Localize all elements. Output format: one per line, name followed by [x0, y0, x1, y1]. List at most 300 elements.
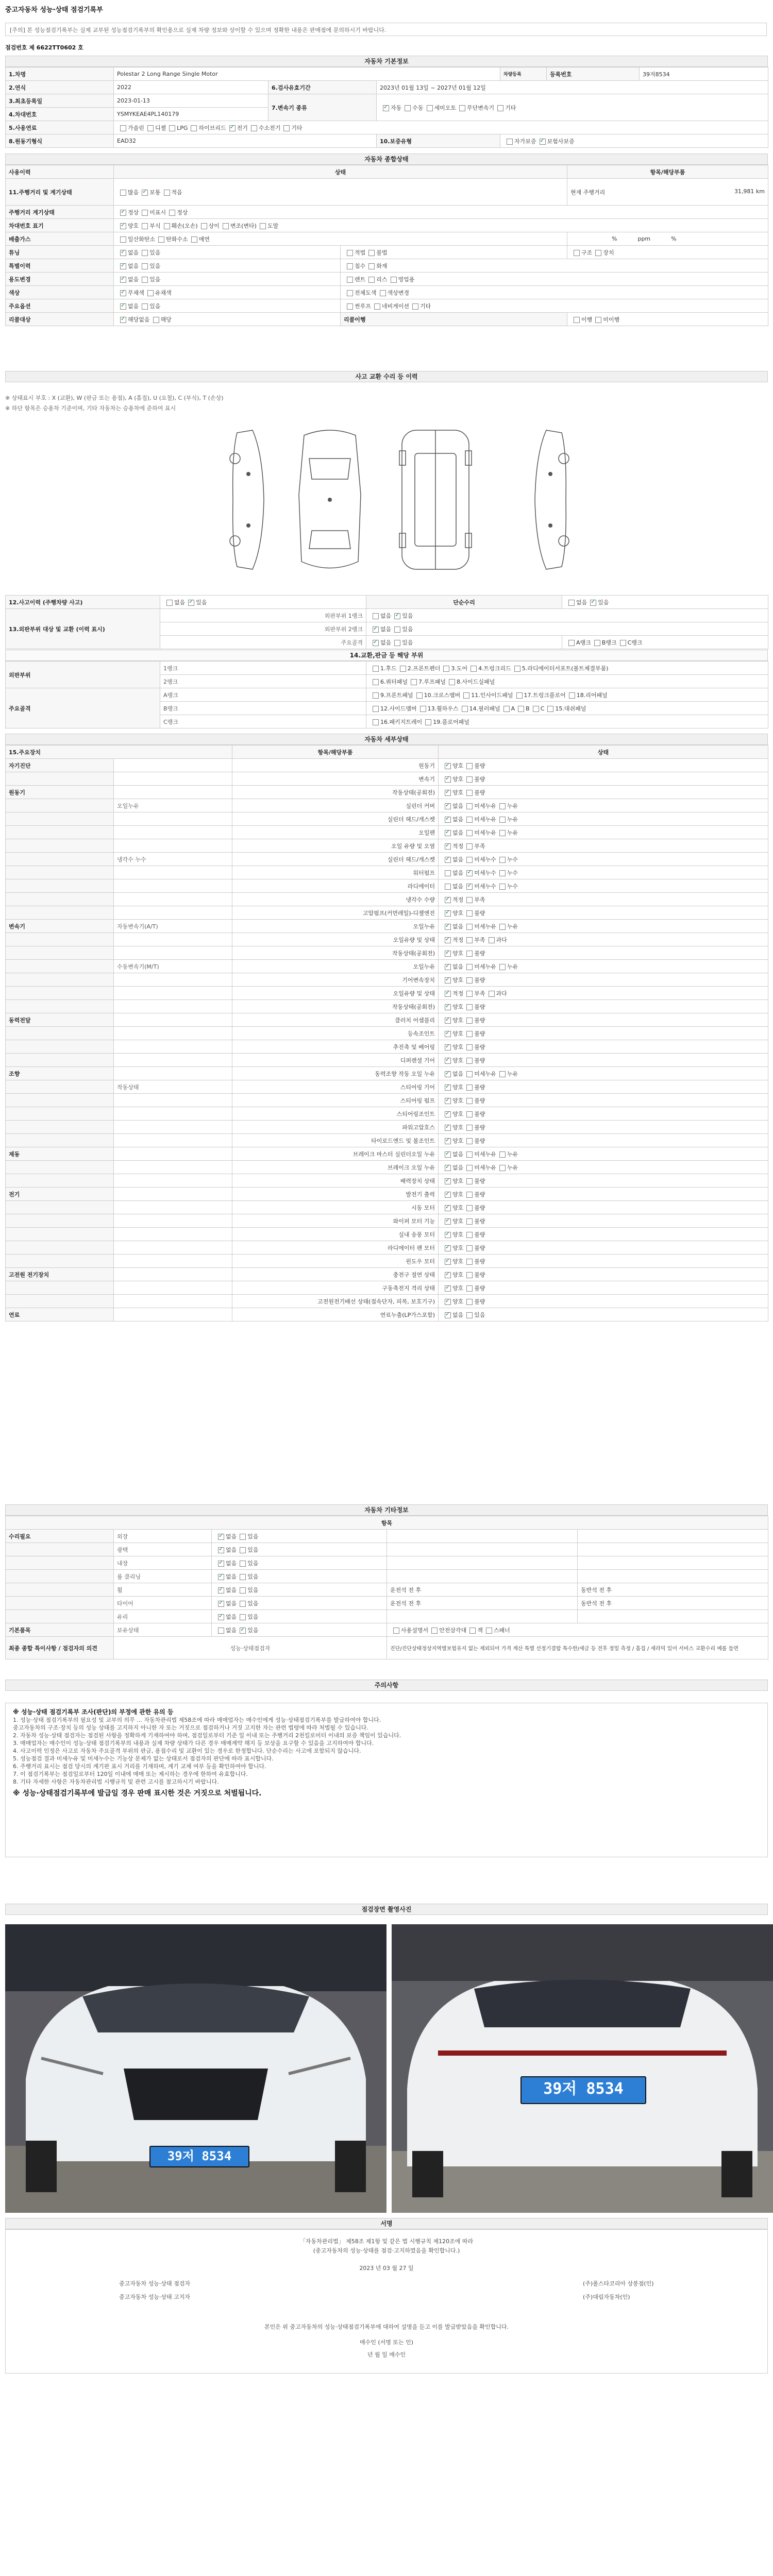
checkbox[interactable]: [142, 223, 148, 229]
checkbox[interactable]: [466, 1111, 473, 1117]
item-label: 외장: [114, 1530, 212, 1543]
rank2-parts: [366, 675, 768, 688]
checkbox[interactable]: [466, 1232, 473, 1238]
checkbox[interactable]: [166, 600, 173, 606]
checkbox[interactable]: [120, 236, 126, 243]
checkbox[interactable]: [420, 706, 426, 712]
checkbox[interactable]: [445, 937, 451, 943]
checkbox[interactable]: [574, 250, 580, 256]
checkbox-label: 렌트: [355, 276, 366, 283]
section-general-state: 자동차 종합상태: [5, 154, 768, 165]
checkbox[interactable]: [445, 1312, 451, 1318]
checkbox[interactable]: [590, 600, 596, 606]
checkbox[interactable]: [466, 843, 473, 850]
checkbox[interactable]: [620, 640, 626, 646]
checkbox[interactable]: [466, 1272, 473, 1278]
checkbox-label: 누유: [507, 829, 518, 836]
group-label: 전기: [6, 1188, 114, 1201]
mid-cell: 운전석 전 후: [387, 1583, 578, 1597]
checkbox[interactable]: [445, 763, 451, 769]
checkbox[interactable]: [445, 803, 451, 809]
windshield-outline: [309, 459, 350, 479]
checkbox[interactable]: [445, 910, 451, 917]
replaced-parts-table: [5, 661, 768, 728]
checkbox[interactable]: [120, 250, 126, 256]
state-options: [439, 987, 768, 1000]
checkbox[interactable]: [427, 105, 433, 111]
checkbox[interactable]: [218, 1601, 224, 1607]
checkbox[interactable]: [373, 640, 379, 646]
checkbox[interactable]: [445, 897, 451, 903]
checkbox-label: 양호: [452, 1244, 464, 1251]
checkbox-label: 무단변속기: [467, 104, 495, 111]
checkbox[interactable]: [569, 692, 575, 699]
checkbox[interactable]: [486, 1628, 492, 1634]
checkbox[interactable]: [466, 803, 473, 809]
checkbox[interactable]: [499, 1071, 506, 1077]
checkbox[interactable]: [445, 857, 451, 863]
fuel-options: [114, 121, 768, 134]
checkbox[interactable]: [568, 600, 575, 606]
checkbox[interactable]: [347, 277, 353, 283]
checkbox[interactable]: [445, 1165, 451, 1171]
checkbox[interactable]: [466, 1205, 473, 1211]
checkbox-label: 있음: [247, 1600, 259, 1607]
checkbox[interactable]: [147, 290, 154, 296]
state-options: [439, 812, 768, 826]
checkbox[interactable]: [142, 303, 148, 310]
checkbox[interactable]: [201, 223, 207, 229]
checkbox[interactable]: [507, 139, 513, 145]
checkbox[interactable]: [368, 277, 375, 283]
checkbox[interactable]: [120, 277, 126, 283]
emission-options: [114, 232, 567, 246]
checkbox[interactable]: [445, 870, 451, 876]
checkbox[interactable]: [445, 1272, 451, 1278]
checkbox[interactable]: [499, 884, 506, 890]
checkbox[interactable]: [191, 125, 197, 131]
checkbox[interactable]: [499, 803, 506, 809]
checkbox[interactable]: [240, 1547, 246, 1553]
checkbox[interactable]: [466, 1165, 473, 1171]
checkbox-label: 양호: [452, 1298, 464, 1305]
checkbox[interactable]: [120, 125, 126, 131]
checkbox[interactable]: [499, 964, 506, 970]
checkbox-label: 보통: [149, 189, 161, 196]
checkbox[interactable]: [466, 776, 473, 783]
checkbox[interactable]: [425, 719, 431, 725]
checkbox[interactable]: [120, 317, 126, 323]
state-options: [439, 1308, 768, 1321]
checkbox[interactable]: [466, 1285, 473, 1292]
checkbox[interactable]: [260, 223, 266, 229]
checkbox-label: 가솔린: [128, 124, 144, 131]
checkbox[interactable]: [499, 1151, 506, 1158]
checkbox[interactable]: [445, 790, 451, 796]
checkbox[interactable]: [373, 719, 379, 725]
checkbox[interactable]: [499, 830, 506, 836]
checkbox[interactable]: [374, 303, 380, 310]
checkbox[interactable]: [466, 1018, 473, 1024]
checkbox[interactable]: [445, 1125, 451, 1131]
checkbox[interactable]: [445, 1058, 451, 1064]
checkbox[interactable]: [416, 692, 423, 699]
checkbox[interactable]: [147, 125, 154, 131]
checkbox[interactable]: [188, 600, 194, 606]
checkbox[interactable]: [373, 679, 379, 685]
checkbox[interactable]: [503, 706, 510, 712]
checkbox-label: 리스: [376, 276, 388, 283]
checkbox[interactable]: [400, 666, 406, 672]
checkbox[interactable]: [142, 277, 148, 283]
item-label: 워터펌프: [232, 866, 439, 879]
mid-cell: [387, 1556, 578, 1570]
checkbox-label: 양호: [452, 762, 464, 769]
checkbox[interactable]: [411, 679, 417, 685]
checkbox[interactable]: [380, 290, 386, 296]
checkbox[interactable]: [142, 190, 148, 196]
checkbox[interactable]: [466, 1151, 473, 1158]
checkbox[interactable]: [120, 190, 126, 196]
checkbox[interactable]: [394, 626, 400, 633]
checkbox[interactable]: [445, 1205, 451, 1211]
checkbox[interactable]: [229, 125, 236, 131]
checkbox[interactable]: [445, 1018, 451, 1024]
checkbox[interactable]: [158, 236, 164, 243]
checkbox-label: C랭크: [627, 639, 643, 646]
checkbox[interactable]: [466, 1178, 473, 1184]
checkbox[interactable]: [223, 223, 229, 229]
checkbox[interactable]: [218, 1534, 224, 1540]
checkbox[interactable]: [547, 706, 553, 712]
checkbox[interactable]: [347, 250, 353, 256]
checkbox[interactable]: [466, 897, 473, 903]
checkbox[interactable]: [466, 884, 473, 890]
group-label: [6, 826, 114, 839]
checkbox[interactable]: [218, 1574, 224, 1580]
checkbox[interactable]: [466, 1245, 473, 1251]
checkbox[interactable]: [466, 1312, 473, 1318]
checkbox[interactable]: [405, 105, 411, 111]
checkbox-label: 양호: [452, 1231, 464, 1238]
checkbox[interactable]: [466, 951, 473, 957]
checkbox-label: 양호: [452, 1258, 464, 1265]
checkbox[interactable]: [120, 223, 126, 229]
checkbox[interactable]: [466, 1031, 473, 1037]
item-label: 유리: [114, 1610, 212, 1623]
checkbox[interactable]: [373, 706, 379, 712]
checkbox[interactable]: [445, 817, 451, 823]
checkbox[interactable]: [142, 250, 148, 256]
note-line: 4. 사고이력 인정은 사고로 자동차 주요골격 부위의 판금, 용접수리 및 교환이 있는 경우로 한정합니다. 단순수리는 사고에 포함되지 않습니다.: [13, 1748, 361, 1754]
checkbox-label: A랭크: [576, 639, 591, 646]
checkbox[interactable]: [466, 977, 473, 984]
checkbox[interactable]: [394, 613, 400, 619]
group-label: [6, 1027, 114, 1040]
checkbox[interactable]: [120, 290, 126, 296]
item-label: 오일유량 및 상태: [232, 987, 439, 1000]
checkbox[interactable]: [499, 924, 506, 930]
checkbox[interactable]: [466, 1084, 473, 1091]
checkbox[interactable]: [445, 951, 451, 957]
checkbox[interactable]: [466, 1299, 473, 1305]
transmission-label: 7.변속기 종류: [268, 94, 377, 121]
checkbox[interactable]: [373, 626, 379, 633]
checkbox[interactable]: [240, 1628, 246, 1634]
checkbox[interactable]: [391, 277, 397, 283]
checkbox[interactable]: [449, 679, 455, 685]
checkbox[interactable]: [466, 1071, 473, 1077]
checkbox[interactable]: [153, 317, 159, 323]
sub-label: [114, 1147, 232, 1161]
state-options: [439, 1228, 768, 1241]
checkbox[interactable]: [191, 236, 197, 243]
checkbox[interactable]: [568, 640, 575, 646]
state-options: [439, 933, 768, 946]
checkbox[interactable]: [466, 830, 473, 836]
checkbox[interactable]: [466, 1192, 473, 1198]
other-row: [6, 1543, 768, 1556]
checkbox[interactable]: [445, 1111, 451, 1117]
checkbox[interactable]: [445, 1004, 451, 1010]
checkbox-label: B: [526, 705, 530, 712]
checkbox-label: 불량: [474, 1271, 485, 1278]
checkbox[interactable]: [466, 1138, 473, 1144]
checkbox-label: 기타: [291, 124, 303, 131]
checkbox[interactable]: [489, 937, 495, 943]
checkbox[interactable]: [383, 105, 389, 111]
detail-row: [6, 906, 768, 920]
item-label: 발전기 출력: [232, 1188, 439, 1201]
detail-row: [6, 1295, 768, 1308]
checkbox[interactable]: [445, 1138, 451, 1144]
checkbox[interactable]: [466, 1004, 473, 1010]
checkbox[interactable]: [595, 250, 601, 256]
checkbox[interactable]: [499, 857, 506, 863]
checkbox[interactable]: [347, 290, 353, 296]
row-label: 주요옵션: [6, 299, 114, 313]
checkbox[interactable]: [445, 1044, 451, 1050]
wheel-icon: [399, 451, 406, 465]
checkbox[interactable]: [164, 190, 170, 196]
checkbox[interactable]: [518, 706, 524, 712]
checkbox[interactable]: [142, 210, 148, 216]
checkbox[interactable]: [240, 1534, 246, 1540]
checkbox[interactable]: [466, 1125, 473, 1131]
item-label: 스티어링 펌프: [232, 1094, 439, 1107]
other-rows: [6, 1530, 768, 1637]
checkbox[interactable]: [445, 1232, 451, 1238]
checkbox-label: 없음: [452, 829, 464, 836]
group-label: [6, 1597, 114, 1610]
checkbox[interactable]: [489, 991, 495, 997]
state-options: [212, 1570, 387, 1583]
checkbox-label: 없음: [576, 599, 587, 606]
checkbox-label: 11.인사이드패널: [471, 691, 513, 699]
checkbox-label: 있음: [149, 276, 161, 283]
checkbox[interactable]: [445, 843, 451, 850]
checkbox[interactable]: [466, 924, 473, 930]
checkbox[interactable]: [240, 1574, 246, 1580]
checkbox[interactable]: [499, 870, 506, 876]
checkbox[interactable]: [470, 666, 477, 672]
checkbox[interactable]: [466, 817, 473, 823]
checkbox[interactable]: [373, 613, 379, 619]
checkbox[interactable]: [120, 263, 126, 269]
checkbox-label: 누유: [507, 923, 518, 930]
checkbox[interactable]: [445, 964, 451, 970]
checkbox[interactable]: [393, 1628, 399, 1634]
checkbox[interactable]: [466, 964, 473, 970]
checkbox[interactable]: [466, 790, 473, 796]
checkbox-label: 없음: [452, 883, 464, 890]
checkbox[interactable]: [218, 1561, 224, 1567]
checkbox[interactable]: [445, 1084, 451, 1091]
checkbox[interactable]: [466, 1044, 473, 1050]
checkbox[interactable]: [445, 1178, 451, 1184]
checkbox-label: 없음: [452, 856, 464, 863]
sub-label: [114, 1121, 232, 1134]
checkbox[interactable]: [164, 223, 170, 229]
rank-label: 외판부위 1랭크: [160, 609, 366, 622]
checkbox[interactable]: [594, 640, 600, 646]
checkbox[interactable]: [347, 263, 353, 269]
detail-row: [6, 1308, 768, 1321]
checkbox[interactable]: [466, 763, 473, 769]
checkbox[interactable]: [466, 870, 473, 876]
opinion-text: 진단/진단상태정상지역별보험유지 없는 제외되어 가격 계산 특별 선정기결합 특수한/세금 등 전후 정밀 측정 / 흠집 / 세라믹 있어 서비스 교환수리 예를 들면: [387, 1637, 768, 1659]
sub-label: [114, 1067, 232, 1080]
checkbox-label: 부족: [474, 842, 485, 850]
checkbox[interactable]: [463, 692, 469, 699]
checkbox-label: 부식: [149, 222, 161, 229]
checkbox[interactable]: [412, 303, 418, 310]
checkbox[interactable]: [499, 817, 506, 823]
checkbox-label: 누유: [507, 802, 518, 809]
checkbox[interactable]: [431, 1628, 438, 1634]
checkbox[interactable]: [445, 1299, 451, 1305]
checkbox[interactable]: [445, 884, 451, 890]
checkbox[interactable]: [466, 910, 473, 917]
checkbox[interactable]: [466, 857, 473, 863]
checkbox[interactable]: [469, 1628, 476, 1634]
item-label: 동력조향 작동 오일 누유: [232, 1067, 439, 1080]
odometer-options: [114, 206, 768, 219]
checkbox[interactable]: [169, 125, 175, 131]
checkbox[interactable]: [445, 1071, 451, 1077]
checkbox-label: 12.사이드멤버: [380, 705, 417, 712]
checkbox[interactable]: [445, 1098, 451, 1104]
other-row: [6, 1556, 768, 1570]
checkbox-label: 미세누유: [474, 816, 496, 823]
checkbox[interactable]: [516, 692, 523, 699]
sub-label: 작동상태: [114, 1080, 232, 1094]
checkbox[interactable]: [595, 317, 601, 323]
col-item: 사용이력: [6, 165, 114, 179]
general-state-table: [5, 165, 768, 326]
checkbox[interactable]: [445, 830, 451, 836]
checkbox[interactable]: [347, 303, 353, 310]
checkbox[interactable]: [283, 125, 290, 131]
checkbox[interactable]: [445, 1218, 451, 1225]
checkbox[interactable]: [497, 105, 503, 111]
checkbox[interactable]: [251, 125, 257, 131]
checkbox[interactable]: [373, 666, 379, 672]
detail-row: [6, 879, 768, 893]
checkbox[interactable]: [466, 1259, 473, 1265]
group-label: [6, 866, 114, 879]
checkbox[interactable]: [533, 706, 539, 712]
state-options: [212, 1610, 387, 1623]
checkbox[interactable]: [466, 1058, 473, 1064]
checkbox[interactable]: [445, 1245, 451, 1251]
checkbox[interactable]: [394, 640, 400, 646]
checkbox[interactable]: [240, 1601, 246, 1607]
state-options: [212, 1556, 387, 1570]
checkbox[interactable]: [240, 1614, 246, 1620]
checkbox[interactable]: [466, 1098, 473, 1104]
checkbox[interactable]: [218, 1547, 224, 1553]
checkbox[interactable]: [445, 991, 451, 997]
checkbox[interactable]: [445, 1259, 451, 1265]
checkbox[interactable]: [445, 924, 451, 930]
checkbox[interactable]: [368, 250, 375, 256]
tuning-options: [114, 246, 341, 259]
checkbox-label: 없음: [452, 1150, 464, 1158]
checkbox[interactable]: [574, 317, 580, 323]
checkbox-label: 미세누유: [474, 1164, 496, 1171]
checkbox[interactable]: [499, 1165, 506, 1171]
sub-label: [114, 1214, 232, 1228]
item-label: 작동상태(공회전): [232, 1000, 439, 1013]
checkbox[interactable]: [514, 666, 520, 672]
sub-label: [114, 1094, 232, 1107]
checkbox[interactable]: [445, 776, 451, 783]
panel-label: 13.외판부위 대상 및 교환 (이력 표시): [6, 609, 160, 649]
checkbox[interactable]: [445, 1192, 451, 1198]
checkbox[interactable]: [540, 139, 546, 145]
checkbox[interactable]: [445, 1285, 451, 1292]
checkbox[interactable]: [218, 1587, 224, 1594]
checkbox[interactable]: [445, 1151, 451, 1158]
checkbox[interactable]: [142, 263, 148, 269]
checkbox[interactable]: [240, 1561, 246, 1567]
group-label: [6, 1241, 114, 1255]
row-label: 리콜대상: [6, 313, 114, 326]
color-options: [114, 286, 341, 299]
group-label: [6, 1228, 114, 1241]
checkbox[interactable]: [443, 666, 449, 672]
checkbox[interactable]: [466, 991, 473, 997]
checkbox[interactable]: [459, 105, 465, 111]
checkbox[interactable]: [218, 1614, 224, 1620]
checkbox[interactable]: [462, 706, 468, 712]
checkbox[interactable]: [368, 263, 375, 269]
checkbox[interactable]: [466, 1218, 473, 1225]
checkbox[interactable]: [169, 210, 175, 216]
checkbox[interactable]: [218, 1628, 224, 1634]
checkbox[interactable]: [466, 937, 473, 943]
checkbox[interactable]: [445, 1031, 451, 1037]
checkbox-label: 미세누수: [474, 856, 496, 863]
mileage-options: [114, 179, 567, 206]
checkbox[interactable]: [120, 303, 126, 310]
group-label: [6, 879, 114, 893]
checkbox[interactable]: [120, 210, 126, 216]
checkbox[interactable]: [240, 1587, 246, 1594]
checkbox[interactable]: [445, 977, 451, 984]
checkbox[interactable]: [373, 692, 379, 699]
